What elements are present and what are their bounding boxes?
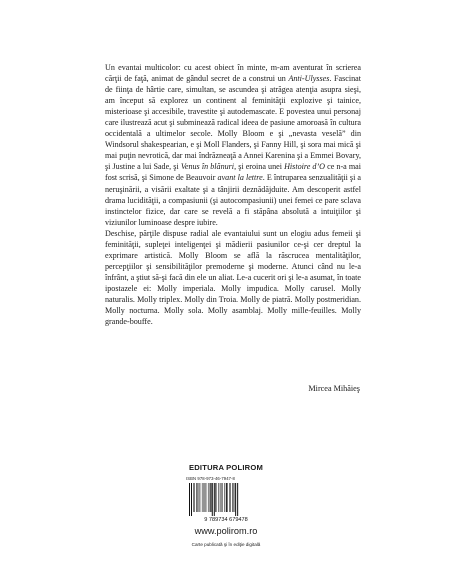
barcode-bar <box>194 483 195 512</box>
publisher-name: EDITURA POLIROM <box>188 463 263 472</box>
barcode-bar <box>206 483 207 512</box>
blurb-paragraph-2: Deschise, părţile dispuse radial ale evantaiului sunt un elogiu adus femeii şi feminităţii, supleţei inteligenţei şi mădierii pasiunilor ce-şi cer dreptul la exprimare artistică. Molly Bloom se află la răscrucea mentalităţilor, percepţiilor şi sensibilităţilor premoderne şi moderne. Atunci când nu le-a înfrânt, a ştiut să-şi facă din ele un aliat. Le-a cucerit ori şi le-a asumat, în toate ipostazele ei: Molly imperiala. Molly impudica. Molly carusel. Molly naturalis. Molly triplex. Molly din Troia. Molly de piatră. Molly postmeridian. Molly nocturna. Molly sola. Molly asamblaj. Molly mille-feuilles. Molly grande-bouffe. <box>105 228 361 327</box>
barcode-bar <box>235 483 236 512</box>
blurb-text-run: . Fascinat de fiinţa de hârtie care, simultan, se ascundea şi atrăgea atenţia asupra sieşi, am început să explorez un continent al feminităţii explozive şi tainice, misterioase şi accesibile, travestite şi autodemascate. E povestea unui personaj care ilustrează acut şi subminează radical ideea de pasiune amoroasă în cultura occidentală a ultimelor secole. Molly Bloom e şi „nevasta veselă” din Windsorul shakespearian, e şi Moll Flanders, şi Fanny Hill, şi sora mai mică şi mai puţin nevrotică, dar mai îndrăzneaţă a Annei Karenina şi a Emmei Bovary, şi Justine a lui Sade, şi <box>105 74 361 172</box>
barcode-bar <box>215 483 216 512</box>
italic-title: avant la lettre <box>217 173 263 183</box>
barcode-bar <box>204 483 205 512</box>
barcode-bar <box>237 483 238 516</box>
barcode-bar <box>199 483 200 512</box>
barcode-bar <box>220 483 221 512</box>
barcode-bar <box>226 483 227 512</box>
author-signature: Mircea Mihăieş <box>308 384 360 393</box>
barcode-bar <box>235 483 236 516</box>
blurb-paragraph-1 <box>105 62 361 228</box>
barcode-digits: 9 789734 679478 <box>204 517 248 522</box>
barcode-bar <box>191 483 192 516</box>
digital-edition-note: Carte publicată şi în ediţie digitală <box>191 542 261 547</box>
barcode-bar <box>218 483 219 512</box>
barcode-bar <box>221 483 222 512</box>
barcode-bar <box>208 483 209 512</box>
barcode-icon <box>183 482 269 522</box>
barcode <box>183 482 269 522</box>
italic-title: Venus în blănuri <box>180 162 235 172</box>
barcode-bar <box>196 483 197 512</box>
isbn-text: ISBN 978-973-46-7947-8 <box>186 476 235 481</box>
barcode-bar <box>211 483 212 512</box>
barcode-bar <box>227 483 228 512</box>
barcode-bar <box>230 483 231 512</box>
barcode-bar <box>193 483 194 512</box>
italic-title: Anti-Ulysses <box>288 74 330 84</box>
blurb-text-run: Un evantai multicolor: cu acest obiect în minte, m-am aventurat în scrierea cărţii de faţă, animat de gândul secret de a construi un <box>105 63 361 84</box>
barcode-bar <box>224 483 225 512</box>
barcode-bar <box>189 483 190 516</box>
barcode-bar <box>232 483 233 512</box>
barcode-bar <box>229 483 230 512</box>
italic-title: Histoire d’O <box>284 162 326 172</box>
blurb-text-run: , şi eroina unei <box>234 162 285 172</box>
barcode-bar <box>212 483 213 516</box>
barcode-bar <box>202 483 203 512</box>
barcode-bar <box>222 483 223 512</box>
barcode-bar <box>205 483 206 512</box>
cover-blurb <box>105 62 361 327</box>
barcode-bar <box>214 483 215 516</box>
publisher-website[interactable]: www.polirom.ro <box>194 526 258 536</box>
barcode-bar <box>210 483 211 512</box>
barcode-bar <box>200 483 201 512</box>
blurb-text-run: . E întruparea senzualităţii şi a neruşinării, a visării exaltate şi a tânjirii deznădăjduite. Am descoperit astfel drama lucidităţii, a compasiunii (şi autocompasiunii) unei femei ce pare sclava instinctelor fizice, dar care se revelă a fi stăpâna absolută a intuiţiilor şi viziunilor luminoase despre iubire. <box>105 173 361 227</box>
blurb-text-run: ce n-a mai fost scrisă, şi Simone de Beauvoir <box>105 162 361 183</box>
